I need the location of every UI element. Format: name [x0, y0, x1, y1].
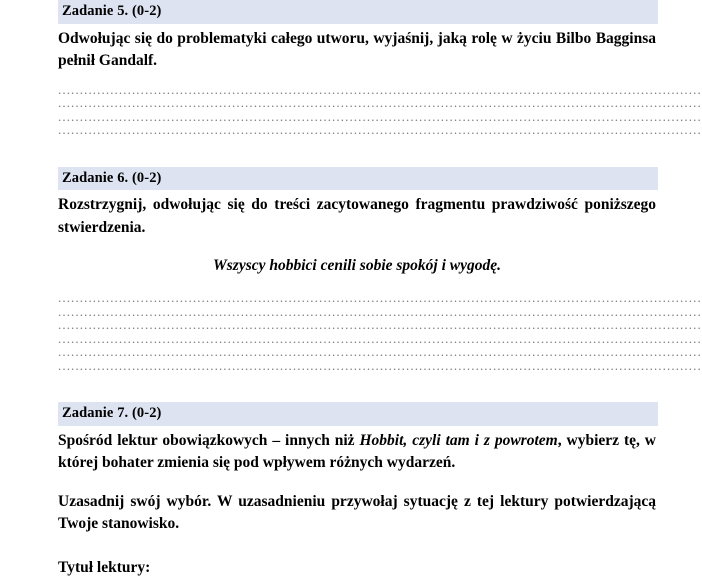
answer-line[interactable]: .................................................................................................................................................... [58, 81, 702, 97]
task-header-6: Zadanie 6. (0-2) [58, 167, 658, 191]
task-body-7-paragraph2: Uzasadnij swój wybór. W uzasadnieniu przywołaj sytuację z tej lektury potwierdzającą Twoje stanowisko. [58, 492, 656, 532]
answer-line[interactable]: .................................................................................................................................................... [58, 122, 702, 137]
answer-line[interactable]: .................................................................................................................................................... [58, 303, 702, 319]
answer-lines-6[interactable] [58, 290, 702, 373]
answer-line[interactable]: .................................................................................................................................................... [58, 290, 702, 305]
task-7-answer-label: Tytuł lektury: [58, 559, 151, 577]
answer-line[interactable]: .................................................................................................................................................... [58, 357, 702, 373]
answer-line[interactable]: .................................................................................................................................................... [58, 317, 702, 332]
answer-line[interactable]: .................................................................................................................................................... [58, 330, 702, 346]
task-body-7 [58, 430, 656, 475]
task-quote-6: Wszyscy hobbici cenili sobie spokój i wygodę. [212, 257, 501, 274]
answer-line[interactable]: .................................................................................................................................................... [58, 344, 702, 359]
answer-lines-5[interactable] [58, 81, 702, 137]
answer-line[interactable]: .................................................................................................................................................... [58, 108, 702, 124]
task-header-7: Zadanie 7. (0-2) [58, 402, 658, 426]
document-content [58, 0, 702, 577]
task-body-5: Odwołując się do problematyki całego utworu, wyjaśnij, jaką rolę w życiu Bilbo Bagginsa pełnił Gandalf. [58, 29, 656, 70]
task-body-7-suffix: , wybierz tę, w której bohater zmienia się pod wpływem różnych wydarzeń. [58, 431, 657, 472]
answer-line[interactable]: .................................................................................................................................................... [58, 95, 702, 110]
task-header-5: Zadanie 5. (0-2) [58, 0, 658, 24]
task-body-7-title: Hobbit, czyli tam i z powrotem [359, 431, 558, 449]
task-body-6: Rozstrzygnij, odwołując się do treści zacytowanego fragmentu prawdziwość poniższego stwierdzenia. [58, 196, 656, 236]
task-body-7-prefix: Spośród lektur obowiązkowych – innych niż [58, 431, 360, 449]
